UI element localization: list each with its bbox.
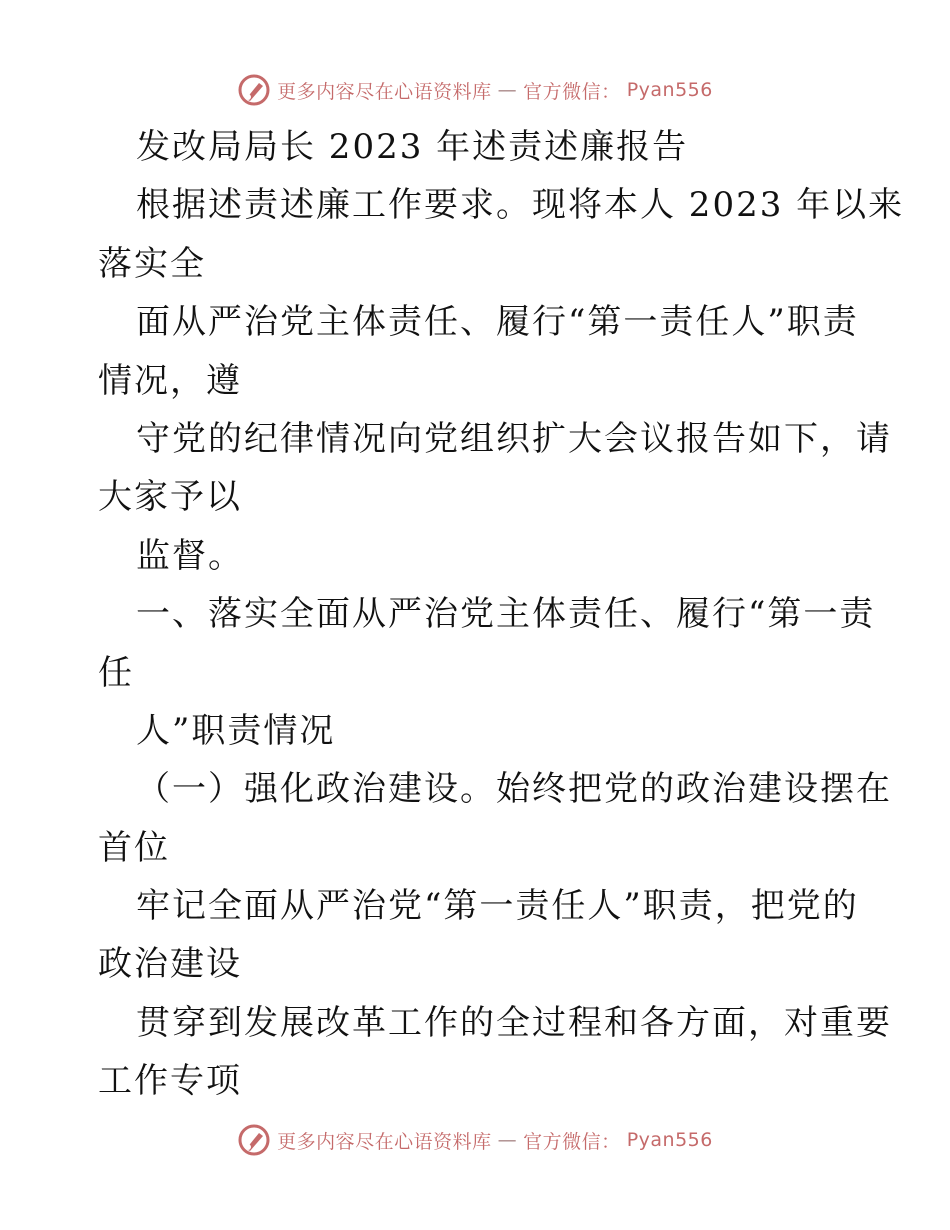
document-line: 落实全 <box>98 243 206 284</box>
document-line: 面从严治党主体责任、履行“第一责任人”职责 <box>136 302 859 343</box>
document-line: 根据述责述廉工作要求。现将本人 2023 年以来 <box>136 185 905 226</box>
document-line: 守党的纪律情况向党组织扩大会议报告如下，请 <box>136 418 892 459</box>
watermark-header <box>0 70 950 110</box>
watermark-official: 官方微信： <box>523 80 621 103</box>
document-body <box>98 118 905 1111</box>
document-line: 大家予以 <box>98 477 242 518</box>
watermark-separator: — <box>497 1129 518 1151</box>
watermark-official: 官方微信： <box>523 1130 621 1153</box>
document-line: 监督。 <box>136 535 244 576</box>
document-line: （一）强化政治建设。始终把党的政治建设摆在 <box>136 769 892 810</box>
pen-seal-icon <box>237 73 271 107</box>
watermark-text: 更多内容尽在心语资料库 <box>277 1130 492 1153</box>
document-line: 政治建设 <box>98 944 242 985</box>
document-line: 人”职责情况 <box>136 710 336 751</box>
document-line: 发改局局长 2023 年述责述廉报告 <box>136 127 689 167</box>
document-line: 首位 <box>98 827 170 868</box>
watermark-wechat-id: Pyan556 <box>626 1129 713 1151</box>
document-line: 牢记全面从严治党“第一责任人”职责，把党的 <box>136 886 859 927</box>
watermark-footer <box>0 1120 950 1160</box>
watermark-separator: — <box>497 79 518 101</box>
document-line: 情况，遵 <box>98 360 242 401</box>
document-line: 工作专项 <box>98 1061 242 1102</box>
pen-seal-icon <box>237 1123 271 1157</box>
watermark-text: 更多内容尽在心语资料库 <box>277 80 492 103</box>
document-line: 贯穿到发展改革工作的全过程和各方面，对重要 <box>136 1002 892 1043</box>
document-line: 一、落实全面从严治党主体责任、履行“第一责 <box>136 594 876 635</box>
document-line: 任 <box>98 652 134 693</box>
watermark-wechat-id: Pyan556 <box>626 79 713 101</box>
